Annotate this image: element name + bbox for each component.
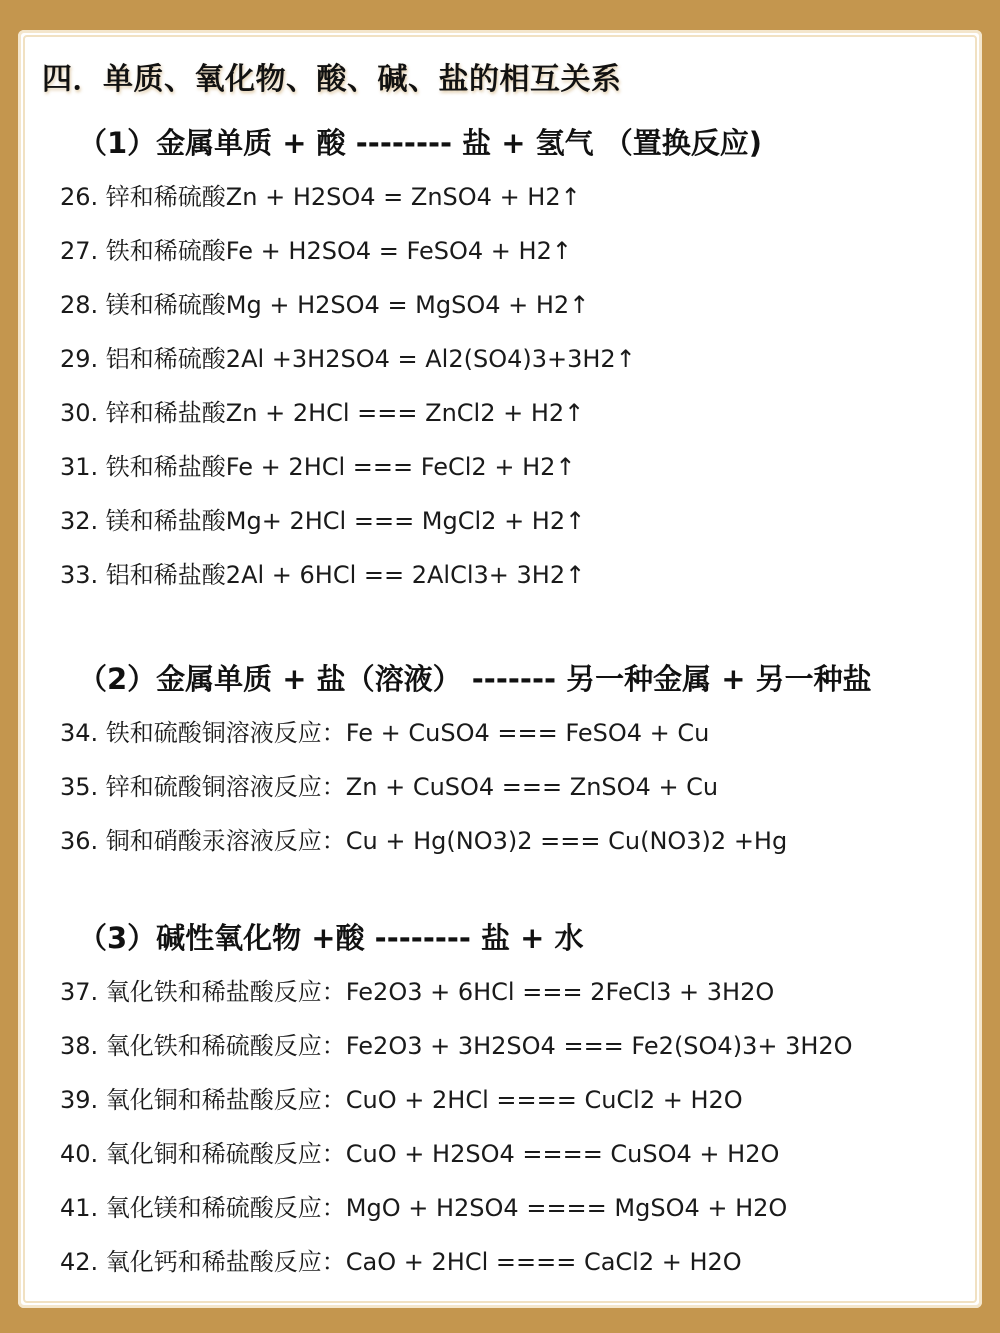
section-3 [60, 911, 980, 1289]
equation-line: 30. 锌和稀盐酸Zn + 2HCl === ZnCl2 + H2↑ [60, 399, 585, 427]
equation-line: 32. 镁和稀盐酸Mg+ 2HCl === MgCl2 + H2↑ [60, 507, 586, 535]
equation-line: 38. 氧化铁和稀硫酸反应：Fe2O3 + 3H2SO4 === Fe2(SO4)3+ 3H2O [60, 1032, 853, 1060]
equation-line: 35. 锌和硫酸铜溶液反应：Zn + CuSO4 === ZnSO4 + Cu [60, 773, 719, 801]
equation-line: 34. 铁和硫酸铜溶液反应：Fe + CuSO4 === FeSO4 + Cu [60, 719, 710, 747]
equation-line: 42. 氧化钙和稀盐酸反应：CaO + 2HCl ==== CaCl2 + H2O [60, 1248, 742, 1276]
section-1 [60, 116, 980, 602]
equation-line: 37. 氧化铁和稀盐酸反应：Fe2O3 + 6HCl === 2FeCl3 + 3H2O [60, 978, 775, 1006]
equation-line: 40. 氧化铜和稀硫酸反应：CuO + H2SO4 ==== CuSO4 + H2O [60, 1140, 780, 1168]
section-2-heading: （2）金属单质 + 盐（溶液） ------- 另一种金属 + 另一种盐 [78, 662, 872, 696]
equation-line: 29. 铝和稀硫酸2Al +3H2SO4 = Al2(SO4)3+3H2↑ [60, 345, 636, 373]
equation-line: 26. 锌和稀硫酸Zn + H2SO4 = ZnSO4 + H2↑ [60, 183, 581, 211]
equation-line: 41. 氧化镁和稀硫酸反应：MgO + H2SO4 ==== MgSO4 + H2O [60, 1194, 788, 1222]
equation-line: 33. 铝和稀盐酸2Al + 6HCl == 2AlCl3+ 3H2↑ [60, 561, 586, 589]
page-title: 四．单质、氧化物、酸、碱、盐的相互关系 [42, 62, 622, 97]
equation-line: 31. 铁和稀盐酸Fe + 2HCl === FeCl2 + H2↑ [60, 453, 576, 481]
equation-line: 39. 氧化铜和稀盐酸反应：CuO + 2HCl ==== CuCl2 + H2O [60, 1086, 743, 1114]
equation-line: 36. 铜和硝酸汞溶液反应：Cu + Hg(NO3)2 === Cu(NO3)2 +Hg [60, 827, 788, 855]
section-1-heading: （1）金属单质 + 酸 -------- 盐 + 氢气 （置换反应) [78, 126, 762, 160]
section-3-heading: （3）碱性氧化物 +酸 -------- 盐 + 水 [78, 921, 584, 955]
section-2 [60, 652, 980, 868]
equation-line: 27. 铁和稀硫酸Fe + H2SO4 = FeSO4 + H2↑ [60, 237, 572, 265]
equation-line: 28. 镁和稀硫酸Mg + H2SO4 = MgSO4 + H2↑ [60, 291, 590, 319]
